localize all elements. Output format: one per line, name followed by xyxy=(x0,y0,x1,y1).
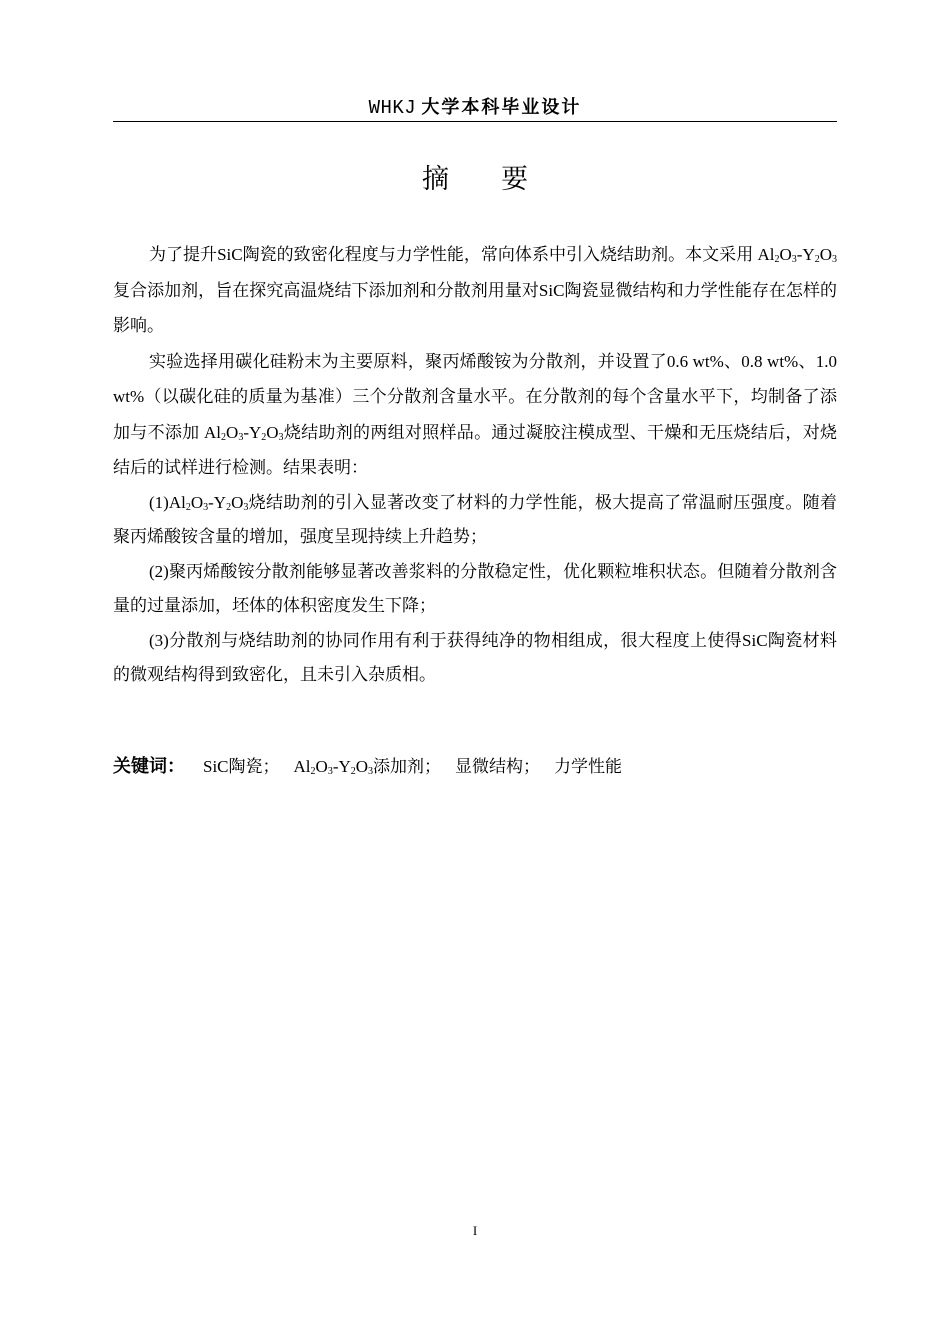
abstract-paragraph-2 xyxy=(113,344,837,486)
subscript: 2 xyxy=(814,254,820,265)
keywords-line xyxy=(113,750,837,784)
header-brand: WHKJ xyxy=(368,97,417,119)
text-run: 为了提升SiC陶瓷的致密化程度与力学性能，常向体系中引入烧结助剂。本文采用 Al xyxy=(149,245,775,264)
abstract-paragraph-4: (2)聚丙烯酸铵分散剂能够显著改善浆料的分散稳定性，优化颗粒堆积状态。但随着分散剂含量的过量添加，坯体的体积密度发生下降； xyxy=(113,561,837,615)
abstract-paragraph-5: (3)分散剂与烧结助剂的协同作用有利于获得纯净的物相组成，很大程度上使得SiC陶瓷材料的微观结构得到致密化，且未引入杂质相。 xyxy=(113,630,837,684)
subscript: 3 xyxy=(278,431,284,443)
text-run: O xyxy=(315,757,328,776)
subscript: 2 xyxy=(310,766,316,777)
subscript: 2 xyxy=(221,431,227,443)
text-run: 烧结助剂的引入显著改变了材料的力学性能，极大提高了常温耐压强度。随着聚丙烯酸铵含量的增加，强度呈现持续上升趋势； xyxy=(113,492,837,546)
abstract-paragraph-1 xyxy=(113,237,837,344)
subscript: 2 xyxy=(261,431,267,443)
text-run: -Y xyxy=(332,757,351,776)
subscript: 3 xyxy=(791,254,797,265)
text-run: -Y xyxy=(796,245,815,264)
text-run: O xyxy=(779,245,792,264)
keywords-label: 关键词： xyxy=(113,756,185,777)
text-run: O xyxy=(226,422,239,442)
subscript: 3 xyxy=(368,766,374,777)
text-run: O xyxy=(819,245,832,264)
text-run: 实验选择用碳化硅粉末为主要原料，聚丙烯酸铵为分散剂，并设置了0.6 wt%、0.8 wt%、1.0 wt%（以碳化硅的质量为基准）三个分散剂含量水平。在分散剂的每个含量水平下，均制备了添加与不添加 Al xyxy=(113,351,837,442)
text-run: 添加剂； xyxy=(373,757,442,776)
abstract-body xyxy=(113,237,837,692)
running-header xyxy=(113,94,837,121)
subscript: 3 xyxy=(832,254,837,265)
text-run: (1)Al xyxy=(149,492,186,512)
abstract-title: 摘要 xyxy=(422,164,580,195)
page-number: I xyxy=(472,1223,478,1238)
subscript: 2 xyxy=(350,766,356,777)
subscript: 2 xyxy=(185,501,191,513)
text-run: -Y xyxy=(243,422,262,442)
subscript: 2 xyxy=(226,501,232,513)
abstract-paragraph-3 xyxy=(113,486,837,554)
subscript: 3 xyxy=(243,501,249,513)
header-university: 大学本科毕业设计 xyxy=(421,97,582,118)
text-run: O xyxy=(355,757,369,776)
keyword-sic-ceramic: SiC陶瓷； xyxy=(203,757,280,776)
text-run: O xyxy=(266,422,279,442)
keyword-mechanical-properties: 力学性能 xyxy=(554,757,623,776)
keyword-additive xyxy=(294,757,442,776)
text-run: 复合添加剂，旨在探究高温烧结下添加剂和分散剂用量对SiC陶瓷显微结构和力学性能存在怎样的影响。 xyxy=(113,280,837,335)
text-run: -Y xyxy=(208,492,227,512)
keyword-microstructure: 显微结构； xyxy=(455,757,541,776)
text-run: Al xyxy=(293,757,311,776)
text-run: 烧结助剂的两组对照样品。通过凝胶注模成型、干燥和无压烧结后，对烧结后的试样进行检测。结果表明： xyxy=(113,422,838,477)
subscript: 3 xyxy=(203,501,209,513)
subscript: 3 xyxy=(238,431,244,443)
subscript: 3 xyxy=(327,766,333,777)
header-rule xyxy=(113,121,837,122)
subscript: 2 xyxy=(774,254,780,265)
text-run: O xyxy=(231,492,244,512)
text-run: O xyxy=(190,492,204,512)
